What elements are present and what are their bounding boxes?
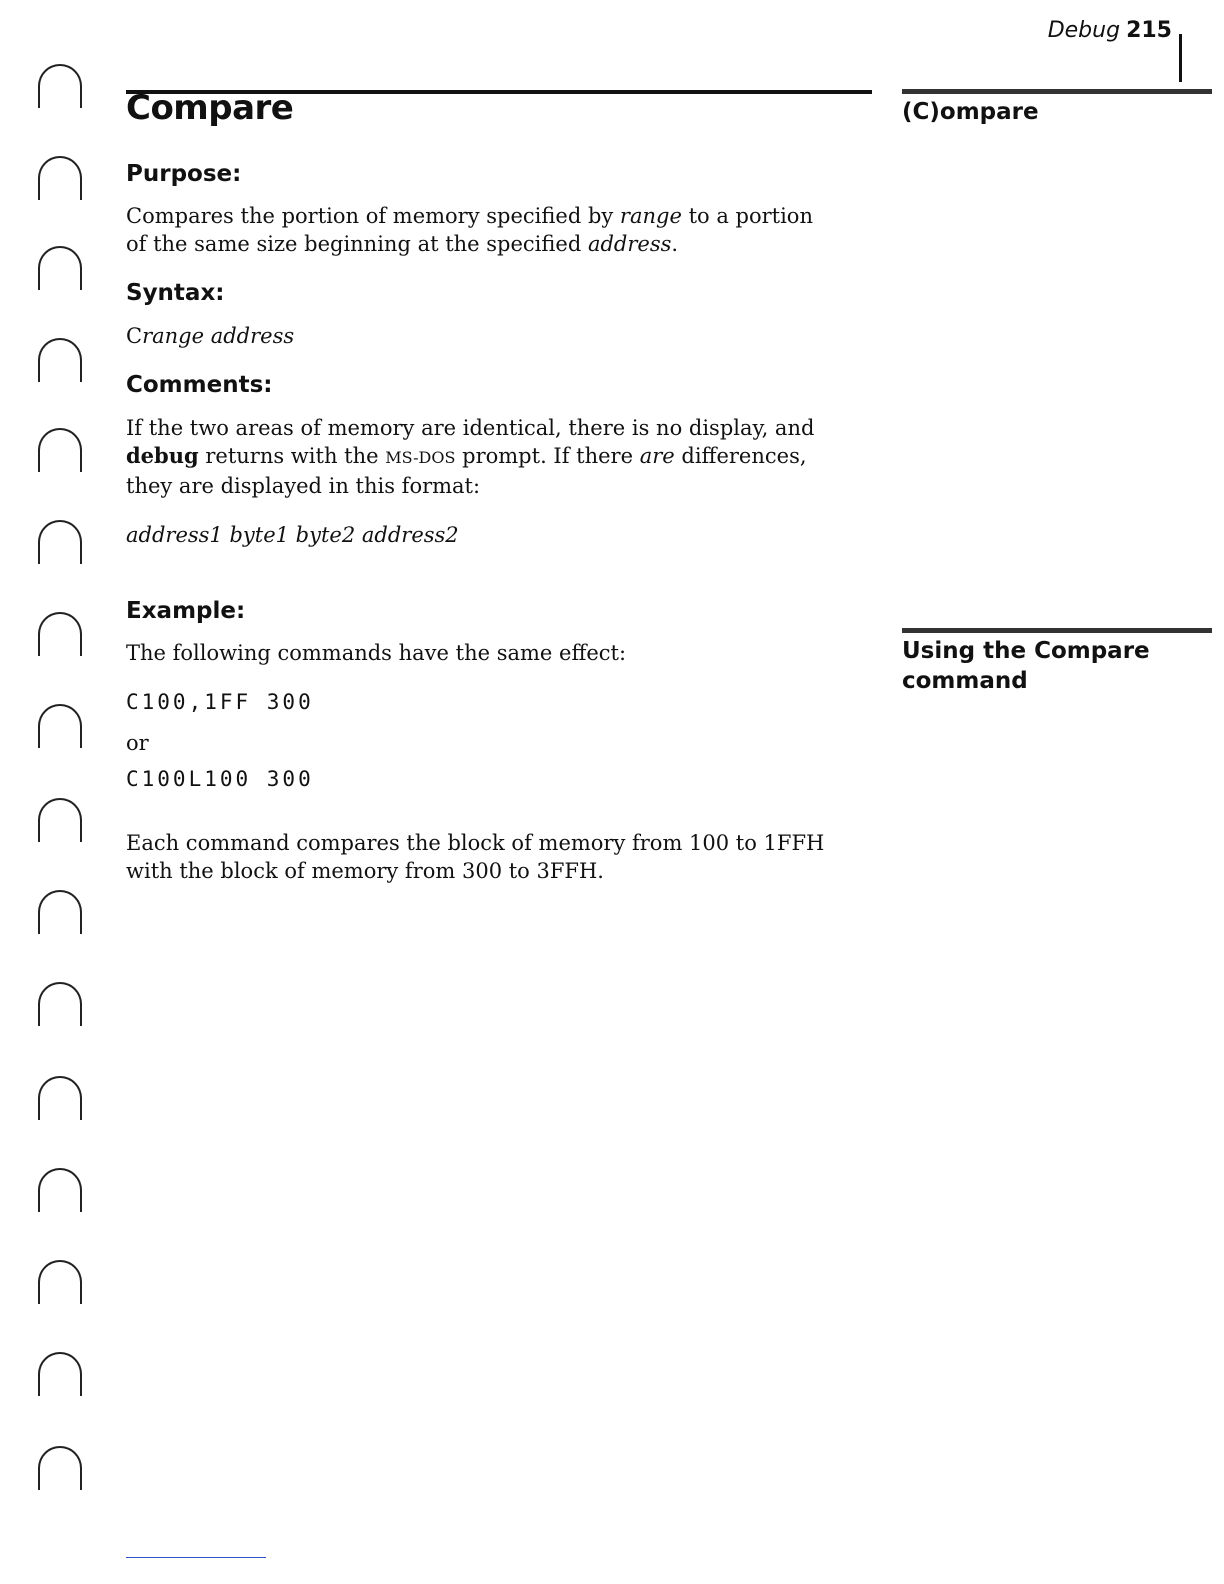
format-text: address1 byte1 byte2 address2 [126,523,459,547]
syntax-heading: Syntax: [126,280,225,306]
text-run: of the same size beginning at the specified [126,232,588,256]
example-explanation [126,829,871,885]
binder-hole [38,246,82,290]
binder-hole [38,64,82,108]
page-number: 215 [1126,18,1172,43]
text-run: range [619,204,682,228]
text-run: returns with the [198,444,386,468]
binder-hole [38,338,82,382]
text-run: Compares the portion of memory specified by [126,204,620,228]
binder-hole [38,612,82,656]
text-line: they are displayed in this format: [126,474,481,498]
text-run: to a portion [681,204,813,228]
syntax-line [126,322,871,350]
sidebar-note [902,636,1150,696]
running-header [1048,18,1172,43]
example-heading: Example: [126,598,246,624]
text-run: address [587,232,672,256]
binder-hole [38,428,82,472]
example-command: C100L100 300 [126,767,314,791]
binder-hole [38,982,82,1026]
binder-hole [38,1352,82,1396]
sidebar-note-line: command [902,668,1028,694]
header-rule [1179,34,1182,82]
text-run: prompt. If there [455,444,640,468]
text-run: are [639,444,675,468]
binder-hole [38,156,82,200]
sidebar-command-label: (C)ompare [902,99,1039,125]
sidebar-rule [902,628,1212,633]
purpose-text [126,202,871,258]
page-title: Compare [126,88,294,128]
text-run: debug [126,443,199,468]
sidebar-rule [902,89,1212,94]
example-or: or [126,731,149,755]
syntax-arguments: range address [142,324,295,348]
binder-hole [38,704,82,748]
text-line: with the block of memory from 300 to 3FFH. [126,859,604,883]
binder-hole [38,1076,82,1120]
text-line: If the two areas of memory are identical, there is no display, and [126,416,815,440]
binder-hole [38,520,82,564]
syntax-command-letter: C [126,324,143,348]
binder-hole [38,890,82,934]
example-command: C100,1FF 300 [126,690,314,714]
purpose-heading: Purpose: [126,161,242,187]
output-format [126,521,871,549]
text-run: differences, [674,444,807,468]
binder-hole [38,1168,82,1212]
text-run: . [671,232,679,256]
sidebar-note-line: Using the Compare [902,638,1150,664]
binder-hole [38,1446,82,1490]
header-section: Debug [1047,18,1121,43]
binder-hole [38,798,82,842]
binder-hole [38,1260,82,1304]
example-intro: The following commands have the same effect: [126,641,627,665]
comments-text [126,414,871,500]
footer-rule [126,1557,266,1558]
comments-heading: Comments: [126,372,273,398]
text-run: MS-DOS [385,448,456,467]
text-line: Each command compares the block of memory from 100 to 1FFH [126,831,825,855]
